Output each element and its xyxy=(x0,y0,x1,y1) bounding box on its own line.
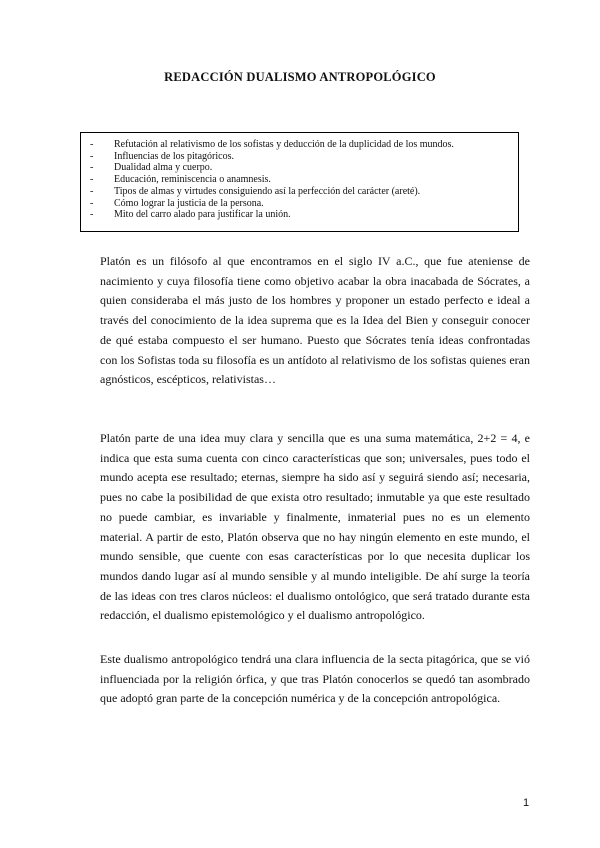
summary-item-text: Dualidad alma y cuerpo. xyxy=(114,162,213,174)
paragraph-dualism: Platón parte de una idea muy clara y sencilla que es una suma matemática, 2+2 = 4, e indica que esta suma cuenta con cinco características que son; universales, pues todo el mundo acepta ese resultado; eternas, siempre ha sido así y seguirá siendo así; necesaria, pues no cabe la posibilidad de que exista otro resultado; inmutable ya que este resultado no puede cambiar, es invariable y finalmente, inmaterial pues no es un elemento material. A partir de esto, Platón observa que no hay ningún elemento en este mundo, el mundo sensible, que cuente con esas características por lo que necesita duplicar los mundos dando lugar así al mundo sensible y al mundo inteligible. De ahí surge la teoría de las ideas con tres claros núcleos: el dualismo ontológico, que será tratado durante esta redacción, el dualismo epistemológico y el dualismo antropológico. xyxy=(100,431,530,623)
summary-item xyxy=(90,139,510,151)
list-dash: - xyxy=(90,209,94,221)
document-title: REDACCIÓN DUALISMO ANTROPOLÓGICO xyxy=(164,70,436,84)
summary-list xyxy=(90,139,510,221)
summary-item-text: Educación, reminiscencia o anamnesis. xyxy=(114,174,271,186)
summary-item xyxy=(90,174,510,186)
summary-item-text: Cómo lograr la justicia de la persona. xyxy=(114,197,264,209)
summary-item xyxy=(90,151,510,163)
summary-item xyxy=(90,198,510,210)
list-dash: - xyxy=(90,185,94,197)
summary-item xyxy=(90,162,510,174)
page-number: 1 xyxy=(523,797,530,809)
summary-item-text: Mito del carro alado para justificar la unión. xyxy=(114,209,291,221)
summary-item-text: Tipos de almas y virtudes consiguiendo así la perfección del carácter (areté). xyxy=(114,185,421,197)
list-dash: - xyxy=(90,197,94,209)
list-dash: - xyxy=(90,162,94,174)
paragraph-intro: Platón es un filósofo al que encontramos en el siglo IV a.C., que fue ateniense de nacimiento y cuya filosofía tiene como objetivo acabar la obra inacabada de Sócrates, a quien consideraba el más justo de los hombres y proponer un estado perfecto e ideal a través del conocimiento de la idea suprema que es la Idea del Bien y conseguir conocer de qué estaba compuesto el ser humano. Puesto que Sócrates tenía ideas confrontadas con los Sofistas toda su filosofía es un antídoto al relativismo de los sofistas quienes eran agnósticos, escépticos, relativistas… xyxy=(100,254,530,387)
summary-item xyxy=(90,186,510,198)
list-dash: - xyxy=(90,139,94,150)
list-dash: - xyxy=(90,174,94,186)
summary-item-text: Refutación al relativismo de los sofistas y deducción de la duplicidad de los mundos. xyxy=(114,139,454,150)
paragraph-pythagorean: Este dualismo antropológico tendrá una clara influencia de la secta pitagórica, que se vió influenciada por la religión órfica, y que tras Platón conocerlos se quedó tan asombrado que adoptó gran parte de la concepción numérica y de la concepción antropológica. xyxy=(100,652,530,706)
summary-item-text: Influencias de los pitagóricos. xyxy=(114,150,234,162)
summary-box xyxy=(80,132,519,232)
list-dash: - xyxy=(90,150,94,162)
summary-item xyxy=(90,209,510,221)
